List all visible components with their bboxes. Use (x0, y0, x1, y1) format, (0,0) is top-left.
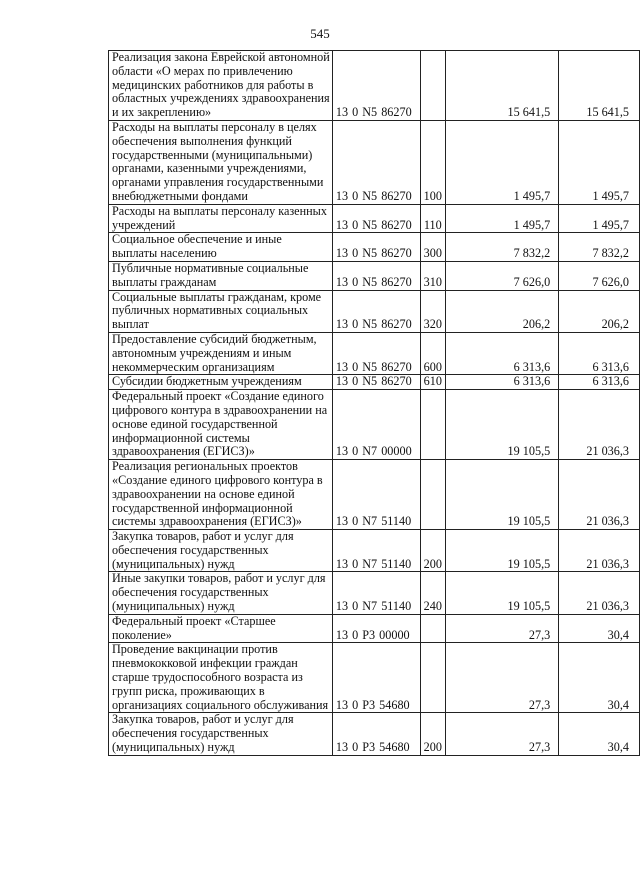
row-code-cell: 13 0 N5 86270 (332, 233, 420, 262)
row-expense-type-cell: 240 (420, 572, 445, 614)
row-amount-year2-cell: 21 036,3 (559, 390, 640, 460)
row-expense-type-cell (420, 460, 445, 530)
row-name-cell: Проведение вакцинации против пневмококковой инфекции граждан старше трудоспособного возраста из групп риска, проживающих в организациях социального обслуживания (109, 643, 333, 713)
table-row (109, 120, 640, 204)
row-amount-year1-cell: 6 313,6 (445, 375, 558, 390)
budget-table (108, 50, 640, 756)
row-name-cell: Субсидии бюджетным учреждениям (109, 375, 333, 390)
row-name-cell: Федеральный проект «Создание единого цифрового контура в здравоохранении на основе единой государственной информационной системы здравоохранения (ЕГИСЗ)» (109, 390, 333, 460)
row-amount-year1-cell: 1 495,7 (445, 204, 558, 233)
row-amount-year1-cell: 6 313,6 (445, 332, 558, 374)
table-row (109, 390, 640, 460)
row-name-cell: Публичные нормативные социальные выплаты гражданам (109, 261, 333, 290)
row-expense-type-cell: 600 (420, 332, 445, 374)
row-name-cell: Расходы на выплаты персоналу казенных учреждений (109, 204, 333, 233)
row-amount-year1-cell: 19 105,5 (445, 572, 558, 614)
row-amount-year2-cell: 21 036,3 (559, 572, 640, 614)
row-amount-year1-cell: 19 105,5 (445, 530, 558, 572)
row-expense-type-cell: 200 (420, 713, 445, 755)
budget-table-body (109, 51, 640, 756)
table-row (109, 530, 640, 572)
row-code-cell: 13 0 N7 51140 (332, 530, 420, 572)
row-amount-year2-cell: 6 313,6 (559, 375, 640, 390)
table-row (109, 261, 640, 290)
row-expense-type-cell: 100 (420, 120, 445, 204)
row-code-cell: 13 0 P3 54680 (332, 643, 420, 713)
row-expense-type-cell: 610 (420, 375, 445, 390)
row-name-cell: Реализация закона Еврейской автономной области «О мерах по привлечению медицинских работников для работы в областных учреждениях здравоохранения и их закреплению» (109, 51, 333, 121)
row-name-cell: Закупка товаров, работ и услуг для обеспечения государственных (муниципальных) нужд (109, 713, 333, 755)
row-amount-year2-cell: 30,4 (559, 713, 640, 755)
table-row (109, 204, 640, 233)
row-expense-type-cell (420, 643, 445, 713)
table-row (109, 375, 640, 390)
row-amount-year2-cell: 6 313,6 (559, 332, 640, 374)
row-amount-year2-cell: 15 641,5 (559, 51, 640, 121)
row-expense-type-cell (420, 390, 445, 460)
row-amount-year1-cell: 1 495,7 (445, 120, 558, 204)
row-expense-type-cell: 200 (420, 530, 445, 572)
row-amount-year1-cell: 27,3 (445, 643, 558, 713)
row-expense-type-cell (420, 614, 445, 643)
row-code-cell: 13 0 P3 54680 (332, 713, 420, 755)
row-expense-type-cell: 310 (420, 261, 445, 290)
row-amount-year1-cell: 27,3 (445, 614, 558, 643)
row-code-cell: 13 0 N7 51140 (332, 572, 420, 614)
table-row (109, 332, 640, 374)
row-code-cell: 13 0 P3 00000 (332, 614, 420, 643)
row-amount-year2-cell: 1 495,7 (559, 204, 640, 233)
row-amount-year2-cell: 1 495,7 (559, 120, 640, 204)
row-amount-year2-cell: 21 036,3 (559, 530, 640, 572)
row-expense-type-cell (420, 51, 445, 121)
row-amount-year2-cell: 21 036,3 (559, 460, 640, 530)
row-expense-type-cell: 300 (420, 233, 445, 262)
row-amount-year1-cell: 27,3 (445, 713, 558, 755)
table-row (109, 233, 640, 262)
table-row (109, 643, 640, 713)
row-name-cell: Социальное обеспечение и иные выплаты населению (109, 233, 333, 262)
row-name-cell: Социальные выплаты гражданам, кроме публичных нормативных социальных выплат (109, 290, 333, 332)
row-code-cell: 13 0 N5 86270 (332, 332, 420, 374)
table-row (109, 290, 640, 332)
row-code-cell: 13 0 N7 51140 (332, 460, 420, 530)
row-code-cell: 13 0 N5 86270 (332, 120, 420, 204)
row-name-cell: Предоставление субсидий бюджетным, автономным учреждениям и иным некоммерческим организациям (109, 332, 333, 374)
row-amount-year2-cell: 30,4 (559, 614, 640, 643)
row-expense-type-cell: 320 (420, 290, 445, 332)
row-name-cell: Закупка товаров, работ и услуг для обеспечения государственных (муниципальных) нужд (109, 530, 333, 572)
row-expense-type-cell: 110 (420, 204, 445, 233)
table-row (109, 572, 640, 614)
table-row (109, 713, 640, 755)
row-name-cell: Реализация региональных проектов «Создание единого цифрового контура в здравоохранении на основе единой государственной информационной системы здравоохранения (ЕГИСЗ)» (109, 460, 333, 530)
row-name-cell: Федеральный проект «Старшее поколение» (109, 614, 333, 643)
row-amount-year1-cell: 15 641,5 (445, 51, 558, 121)
table-row (109, 460, 640, 530)
row-amount-year1-cell: 19 105,5 (445, 390, 558, 460)
row-amount-year1-cell: 206,2 (445, 290, 558, 332)
row-amount-year2-cell: 30,4 (559, 643, 640, 713)
row-code-cell: 13 0 N5 86270 (332, 290, 420, 332)
row-amount-year2-cell: 206,2 (559, 290, 640, 332)
row-code-cell: 13 0 N5 86270 (332, 51, 420, 121)
row-code-cell: 13 0 N5 86270 (332, 204, 420, 233)
page-number: 545 (310, 26, 330, 41)
row-amount-year1-cell: 19 105,5 (445, 460, 558, 530)
row-amount-year1-cell: 7 626,0 (445, 261, 558, 290)
row-amount-year1-cell: 7 832,2 (445, 233, 558, 262)
row-name-cell: Иные закупки товаров, работ и услуг для обеспечения государственных (муниципальных) нужд (109, 572, 333, 614)
row-name-cell: Расходы на выплаты персоналу в целях обеспечения выполнения функций государственными (муниципальными) органами, казенными учреждениями, органами управления государственными внебюджетными фондами (109, 120, 333, 204)
table-row (109, 614, 640, 643)
row-amount-year2-cell: 7 832,2 (559, 233, 640, 262)
row-code-cell: 13 0 N7 00000 (332, 390, 420, 460)
table-row (109, 51, 640, 121)
row-amount-year2-cell: 7 626,0 (559, 261, 640, 290)
row-code-cell: 13 0 N5 86270 (332, 375, 420, 390)
row-code-cell: 13 0 N5 86270 (332, 261, 420, 290)
